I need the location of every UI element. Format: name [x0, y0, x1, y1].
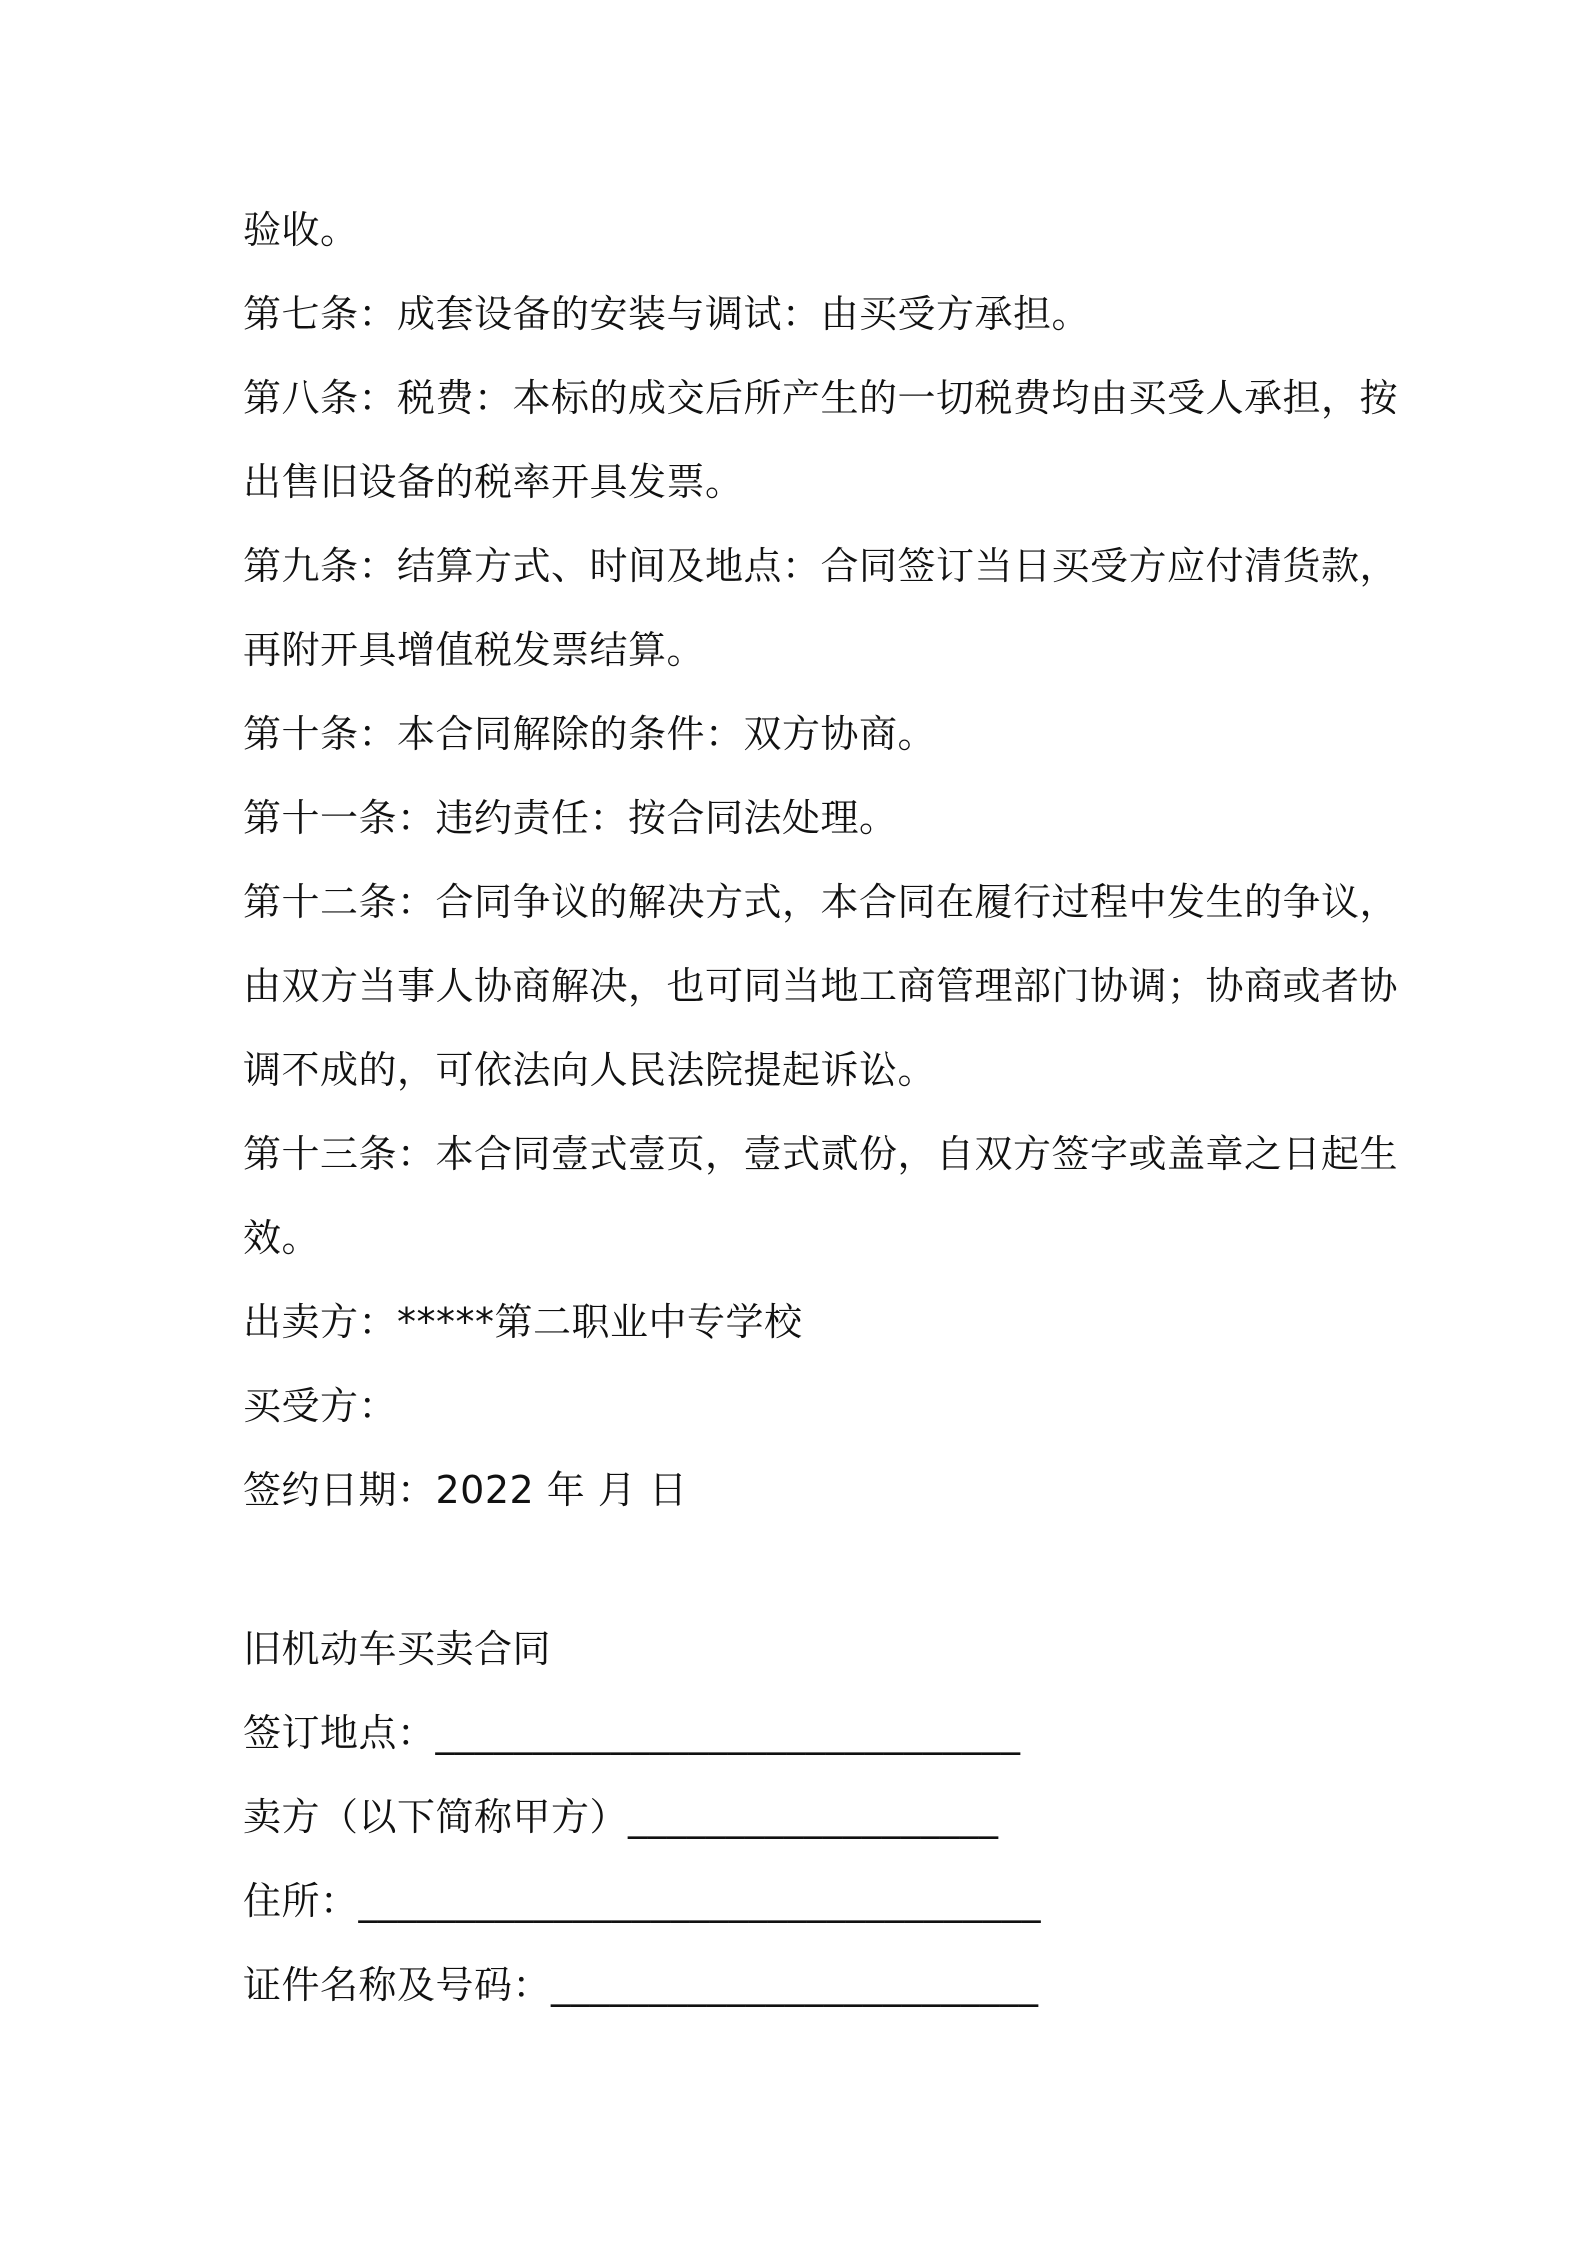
address-field: 住所：___________________________________	[243, 1879, 1042, 1923]
text-line: 验收。	[243, 208, 359, 252]
id-number-field: 证件名称及号码：_________________________	[243, 1963, 1039, 2007]
seller-line: 出卖方：*****第二职业中专学校	[243, 1300, 803, 1344]
text-line: 第八条：税费：本标的成交后所产生的一切税费均由买受人承担，按	[243, 376, 1399, 420]
signing-place-field: 签订地点：______________________________	[243, 1711, 1021, 1755]
buyer-line: 买受方：	[243, 1384, 398, 1428]
seller-party-field: 卖方（以下简称甲方）___________________	[243, 1795, 999, 1839]
text-line: 出售旧设备的税率开具发票。	[243, 460, 744, 504]
text-line: 第九条：结算方式、时间及地点：合同签订当日买受方应付清货款，	[243, 544, 1399, 588]
contract-title: 旧机动车买卖合同	[243, 1627, 552, 1671]
text-line: 再附开具增值税发票结算。	[243, 628, 706, 672]
text-line: 由双方当事人协商解决，也可同当地工商管理部门协调；协商或者协	[243, 964, 1399, 1008]
text-line: 第十三条：本合同壹式壹页，壹式贰份，自双方签字或盖章之日起生	[243, 1132, 1399, 1176]
text-line: 调不成的，可依法向人民法院提起诉讼。	[243, 1048, 937, 1092]
signing-date-line: 签约日期：2022 年 月 日	[243, 1468, 688, 1512]
text-line: 第十条：本合同解除的条件：双方协商。	[243, 712, 937, 756]
text-line: 效。	[243, 1216, 321, 1260]
text-line: 第十二条：合同争议的解决方式，本合同在履行过程中发生的争议，	[243, 880, 1399, 924]
text-line: 第七条：成套设备的安装与调试：由买受方承担。	[243, 292, 1091, 336]
text-line: 第十一条：违约责任：按合同法处理。	[243, 796, 898, 840]
